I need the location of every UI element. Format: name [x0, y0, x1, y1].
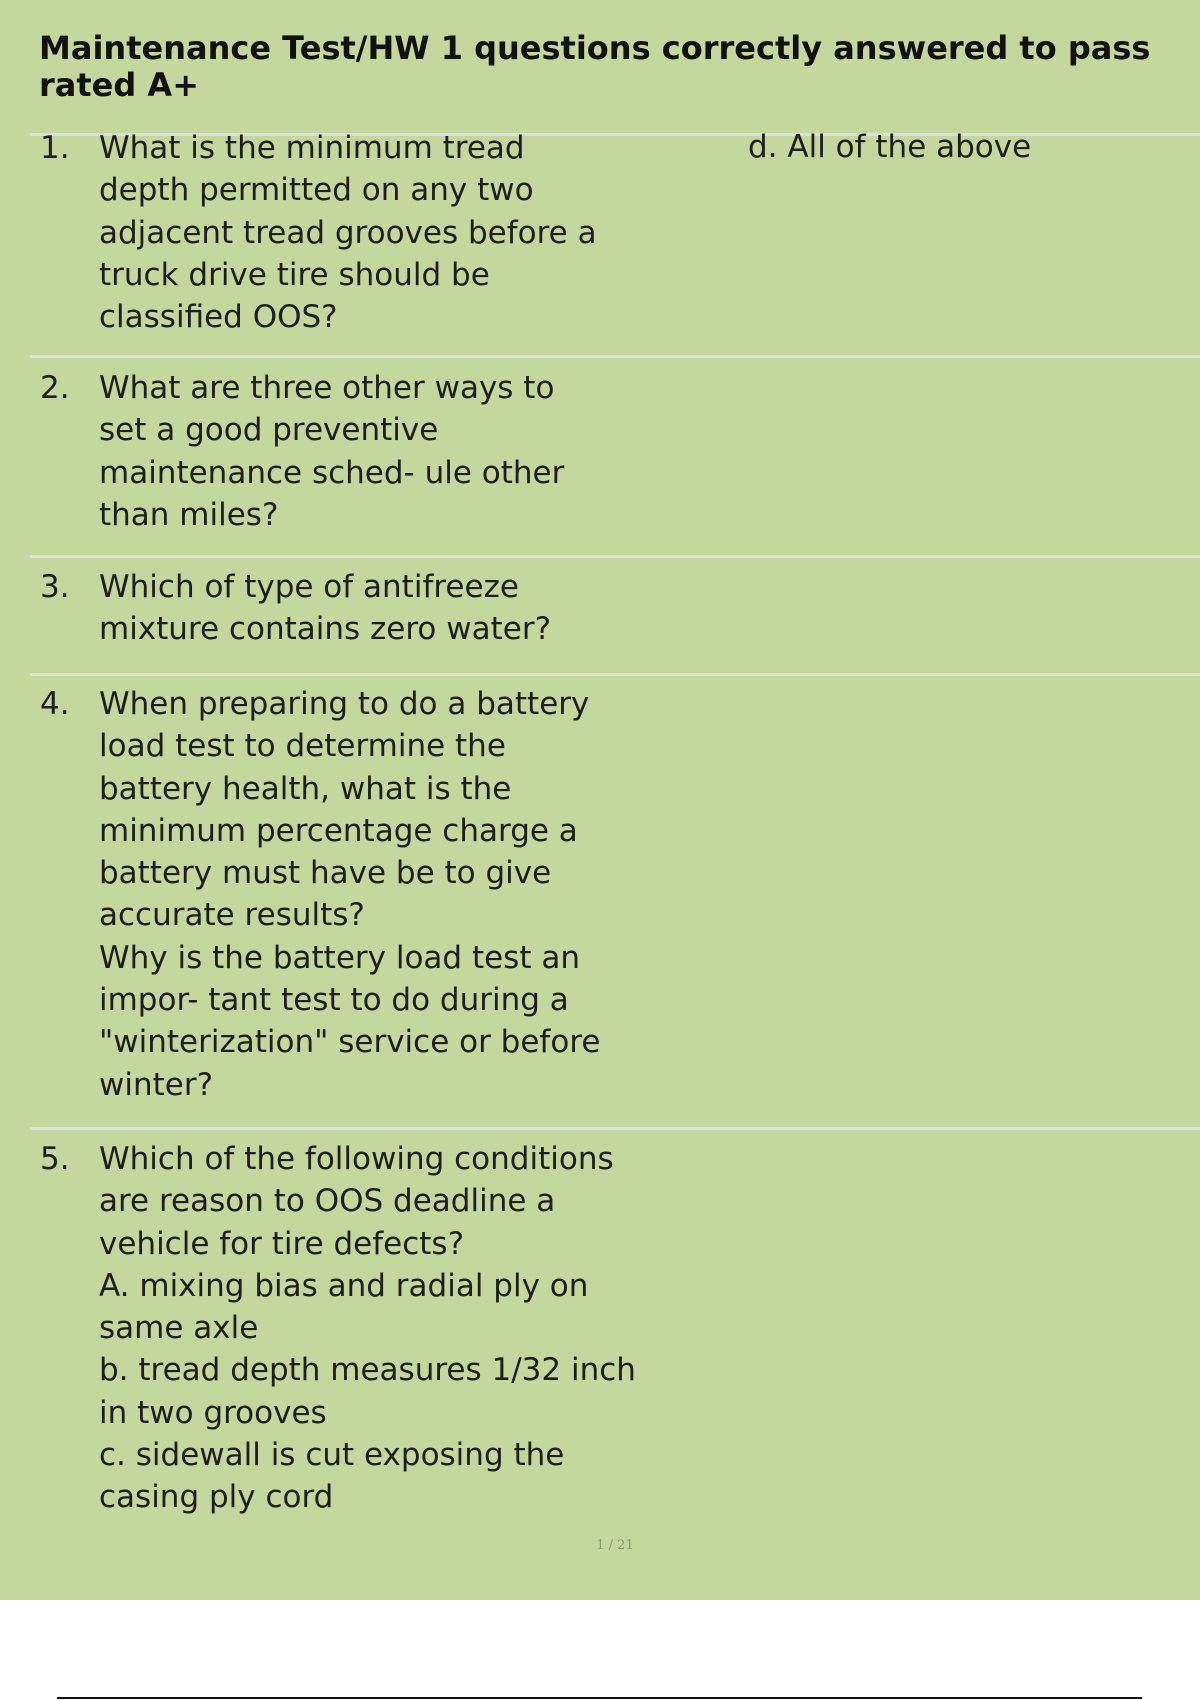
question-number: 3.: [40, 569, 70, 605]
question-text-line: What is the minimum tread: [99, 130, 525, 166]
question-text-line: Which of type of antifreeze: [99, 569, 519, 605]
question-text-line: mixture contains zero water?: [99, 611, 552, 648]
question-text-line: c. sidewall is cut exposing the: [99, 1437, 565, 1474]
question-text-line: depth permitted on any two: [99, 172, 534, 209]
footer-rule: [57, 1697, 1142, 1699]
question-text-line: "winterization" service or before: [99, 1024, 601, 1061]
question-text-line: same axle: [99, 1310, 259, 1347]
question-number: 4.: [40, 686, 70, 722]
document-title: Maintenance Test/HW 1 questions correctly answered to pass rated A+: [39, 29, 1151, 104]
question-text-line: in two grooves: [99, 1394, 327, 1431]
question-text-line: load test to determine the: [99, 728, 506, 765]
question-text-line: accurate results?: [99, 897, 365, 934]
question-text-line: impor- tant test to do during a: [99, 982, 569, 1019]
question-text-line: casing ply cord: [99, 1479, 334, 1516]
question-3: [40, 566, 680, 651]
question-text-line: b. tread depth measures 1/32 inch: [99, 1352, 636, 1389]
question-number: 5.: [40, 1141, 70, 1177]
page-number: 1 / 21: [596, 1538, 634, 1553]
question-5: [40, 1138, 680, 1519]
question-text-line: Why is the battery load test an: [99, 939, 580, 976]
question-text-line: vehicle for tire defects?: [99, 1225, 465, 1262]
question-text-line: battery health, what is the: [99, 770, 512, 807]
question-text-line: maintenance sched- ule other: [99, 454, 565, 491]
question-text-line: battery must have be to give: [99, 855, 552, 892]
question-text-line: set a good preventive: [99, 412, 439, 449]
question-1: [40, 127, 680, 338]
row-divider: [30, 1127, 1200, 1130]
row-divider: [30, 673, 1200, 676]
question-text-line: winter?: [99, 1066, 214, 1103]
question-text-line: A. mixing bias and radial ply on: [99, 1267, 589, 1304]
answer-1: d. All of the above: [748, 129, 1032, 165]
question-2: [40, 367, 680, 536]
question-text-line: When preparing to do a battery: [99, 686, 590, 722]
question-4: [40, 683, 680, 1106]
question-text-line: adjacent tread grooves before a: [99, 214, 597, 251]
row-divider: [30, 355, 1200, 358]
question-number: 1.: [40, 130, 70, 166]
question-text-line: truck drive tire should be: [99, 256, 490, 293]
question-text-line: classified OOS?: [99, 299, 338, 336]
row-divider: [30, 555, 1200, 558]
question-text-line: are reason to OOS deadline a: [99, 1183, 556, 1220]
question-number: 2.: [40, 370, 70, 406]
question-text-line: minimum percentage charge a: [99, 812, 578, 849]
question-text-line: than miles?: [99, 496, 279, 533]
question-text-line: What are three other ways to: [99, 370, 555, 406]
question-text-line: Which of the following conditions: [99, 1141, 614, 1177]
